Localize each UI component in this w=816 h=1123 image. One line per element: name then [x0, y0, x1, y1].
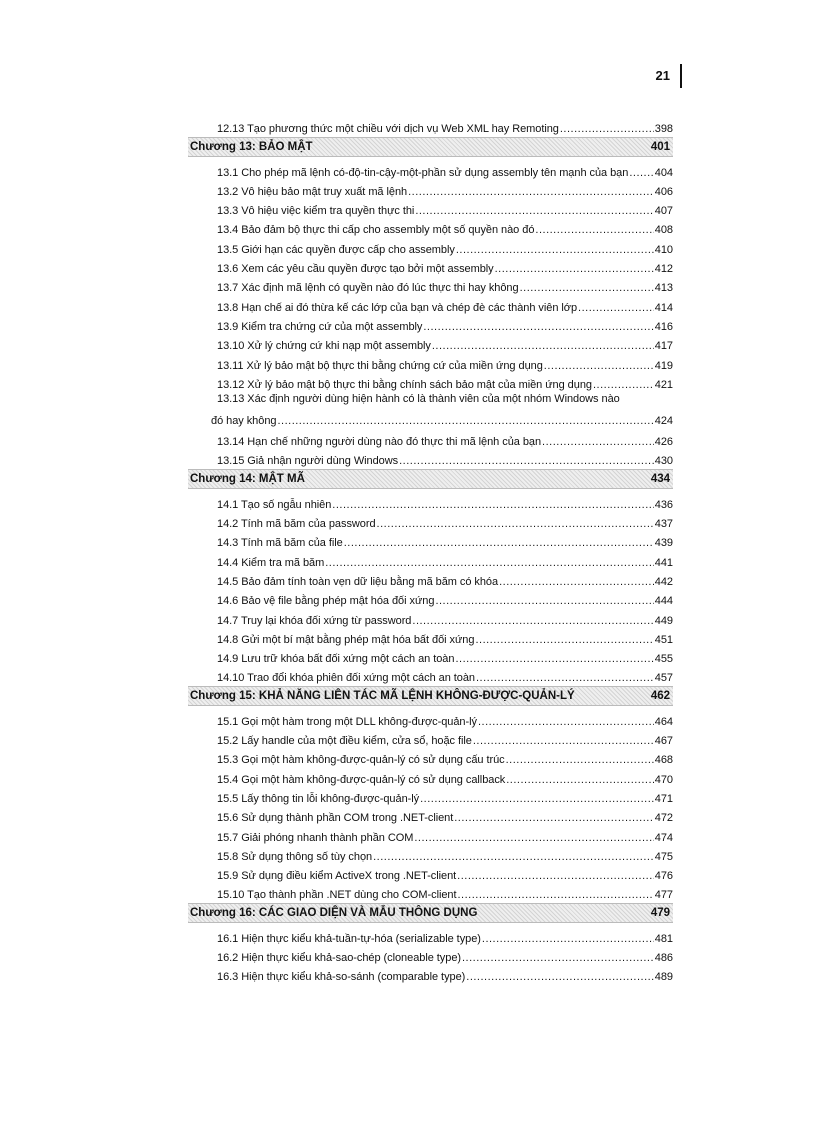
entry-page: 472 — [654, 812, 673, 825]
entry-title: 13.14 Hạn chế những người dùng nào đó thực thi mã lệnh của bạn — [217, 436, 542, 449]
entry-page: 455 — [654, 653, 673, 666]
toc-entry — [188, 607, 673, 626]
entry-page: 421 — [654, 378, 673, 391]
entry-page: 426 — [654, 436, 673, 449]
toc-entry — [188, 372, 673, 391]
entry-page: 489 — [654, 971, 673, 984]
entry-title: 14.9 Lưu trữ khóa bất đối xứng một cách an toàn — [217, 653, 455, 666]
dot-leader — [408, 186, 654, 198]
dot-leader — [435, 595, 653, 607]
chapter-heading — [188, 903, 673, 923]
chapter-page: 479 — [650, 907, 670, 920]
toc-entry — [188, 747, 673, 766]
dot-leader — [560, 123, 654, 135]
entry-page: 477 — [654, 889, 673, 902]
dot-leader — [423, 321, 653, 333]
dot-leader — [454, 812, 654, 824]
entry-title: 15.2 Lấy handle của một điều kiểm, cửa sổ, hoặc file — [217, 735, 472, 748]
dot-leader — [332, 499, 654, 511]
entry-page: 417 — [654, 340, 673, 353]
dot-leader — [475, 634, 653, 646]
entry-page: 439 — [654, 537, 673, 550]
dot-leader — [414, 832, 653, 844]
table-of-contents — [188, 116, 673, 983]
entry-title: 15.5 Lấy thông tin lỗi không-được-quản-lý — [217, 792, 420, 805]
entry-page: 406 — [654, 185, 673, 198]
entry-title: 14.2 Tính mã băm của password — [217, 518, 376, 531]
entry-page: 437 — [654, 518, 673, 531]
toc-entry — [188, 728, 673, 747]
entry-page: 436 — [654, 498, 673, 511]
entry-title: 13.11 Xử lý bảo mật bộ thực thi bằng chứng cứ của miền ứng dụng — [217, 359, 543, 372]
entry-title: 15.9 Sử dụng điều kiểm ActiveX trong .NET-client — [217, 870, 457, 883]
entry-page: 475 — [654, 850, 673, 863]
entry-page: 441 — [654, 556, 673, 569]
entry-title: 13.12 Xử lý bảo mật bộ thực thi bằng chính sách bảo mật của miền ứng dụng — [217, 378, 592, 391]
entry-title: 16.3 Hiện thực kiểu khả-so-sánh (comparable type) — [217, 971, 466, 984]
entry-page: 451 — [654, 633, 673, 646]
toc-entry — [188, 429, 673, 448]
entry-title: 14.7 Truy lại khóa đối xứng từ password — [217, 614, 412, 627]
dot-leader — [473, 735, 654, 747]
chapter-heading — [188, 137, 673, 157]
toc-entry — [188, 646, 673, 665]
dot-leader — [466, 971, 654, 983]
entry-page: 467 — [654, 735, 673, 748]
dot-leader — [593, 379, 654, 391]
toc-entry — [188, 665, 673, 684]
entry-page: 410 — [654, 243, 673, 256]
dot-leader — [412, 615, 653, 627]
entry-title: 13.7 Xác định mã lệnh có quyền nào đó lúc thực thi hay không — [217, 282, 519, 295]
toc-entry — [188, 256, 673, 275]
entry-title: 13.9 Kiểm tra chứng cứ của một assembly — [217, 320, 423, 333]
dot-leader — [535, 224, 653, 236]
dot-leader — [506, 754, 654, 766]
entry-page: 470 — [654, 773, 673, 786]
toc-entry — [188, 863, 673, 882]
chapter-title: Chương 15: KHẢ NĂNG LIÊN TÁC MÃ LỆNH KHÔNG-ĐƯỢC-QUẢN-LÝ — [190, 690, 575, 703]
toc-entry — [188, 708, 673, 727]
dot-leader — [629, 167, 653, 179]
toc-entry — [188, 549, 673, 568]
entry-page: 476 — [654, 870, 673, 883]
toc-entry — [188, 530, 673, 549]
toc-entry — [188, 217, 673, 236]
entry-page: 414 — [654, 301, 673, 314]
toc-entry — [188, 314, 673, 333]
toc-entry — [188, 882, 673, 901]
toc-entry — [188, 448, 673, 467]
entry-title: 14.4 Kiểm tra mã băm — [217, 556, 325, 569]
entry-page: 413 — [654, 282, 673, 295]
chapter-page: 434 — [650, 473, 670, 486]
entry-page: 442 — [654, 575, 673, 588]
entry-title: 14.10 Trao đổi khóa phiên đối xứng một cách an toàn — [217, 672, 475, 685]
toc-entry — [188, 588, 673, 607]
entry-title: 16.2 Hiện thực kiểu khả-sao-chép (cloneable type) — [217, 951, 461, 964]
entry-title: 13.2 Vô hiệu bảo mật truy xuất mã lệnh — [217, 185, 408, 198]
dot-leader — [455, 653, 653, 665]
entry-page: 486 — [654, 951, 673, 964]
dot-leader — [506, 774, 654, 786]
page-number: 21 — [655, 68, 670, 83]
entry-page: 474 — [654, 831, 673, 844]
dot-leader — [542, 436, 654, 448]
entry-page: 471 — [654, 792, 673, 805]
toc-entry — [188, 766, 673, 785]
entry-page: 430 — [654, 455, 673, 468]
entry-title: 16.1 Hiện thực kiểu khả-tuần-tự-hóa (serializable type) — [217, 932, 481, 945]
entry-title: 15.1 Gọi một hàm trong một DLL không-được-quản-lý — [217, 715, 477, 728]
toc-entry — [188, 925, 673, 944]
entry-page: 424 — [654, 414, 673, 427]
dot-leader — [415, 205, 653, 217]
dot-leader — [478, 716, 654, 728]
page-number-rule — [680, 64, 682, 88]
toc-entry — [188, 786, 673, 805]
dot-leader — [578, 302, 654, 314]
chapter-title: Chương 14: MẬT MÃ — [190, 473, 305, 486]
entry-page: 457 — [654, 672, 673, 685]
dot-leader — [462, 952, 654, 964]
dot-leader — [495, 263, 654, 275]
entry-title-continued: đó hay không — [211, 414, 277, 427]
toc-entry — [188, 945, 673, 964]
dot-leader — [456, 244, 654, 256]
entry-title: 12.13 Tạo phương thức một chiều với dịch vụ Web XML hay Remoting — [217, 123, 559, 136]
entry-title: 15.10 Tạo thành phần .NET dùng cho COM-client — [217, 889, 457, 902]
dot-leader — [432, 340, 654, 352]
entry-title: 14.3 Tính mã băm của file — [217, 537, 343, 550]
chapter-page: 462 — [650, 690, 670, 703]
dot-leader — [325, 557, 654, 569]
entry-page: 481 — [654, 932, 673, 945]
entry-title: 13.15 Giả nhận người dùng Windows — [217, 455, 399, 468]
entry-title: 13.3 Vô hiệu việc kiểm tra quyền thực thi — [217, 205, 415, 218]
toc-entry — [188, 179, 673, 198]
entry-title: 15.7 Giải phóng nhanh thành phần COM — [217, 831, 414, 844]
entry-page: 398 — [654, 123, 673, 136]
entry-title: 15.6 Sử dụng thành phần COM trong .NET-client — [217, 812, 454, 825]
toc-entry — [188, 116, 673, 135]
toc-entry — [188, 805, 673, 824]
entry-title: 13.6 Xem các yêu cầu quyền được tạo bởi một assembly — [217, 263, 494, 276]
entry-title: 14.8 Gửi một bí mật bằng phép mật hóa bất đối xứng — [217, 633, 475, 646]
toc-entry — [188, 824, 673, 843]
toc-entry — [188, 275, 673, 294]
toc-entry — [188, 333, 673, 352]
entry-title: 13.1 Cho phép mã lệnh có-độ-tin-cậy-một-phần sử dụng assembly tên mạnh của bạn — [217, 166, 629, 179]
entry-page: 419 — [654, 359, 673, 372]
entry-page: 404 — [654, 166, 673, 179]
entry-page: 407 — [654, 205, 673, 218]
entry-page: 416 — [654, 320, 673, 333]
chapter-heading — [188, 686, 673, 706]
dot-leader — [399, 455, 654, 467]
toc-entry — [188, 491, 673, 510]
toc-entry — [188, 627, 673, 646]
toc-entry — [188, 294, 673, 313]
dot-leader — [420, 793, 654, 805]
dot-leader — [344, 537, 654, 549]
dot-leader — [482, 933, 654, 945]
entry-page: 449 — [654, 614, 673, 627]
entry-title: 15.4 Gọi một hàm không-được-quản-lý có sử dụng callback — [217, 773, 506, 786]
chapter-page: 401 — [650, 141, 670, 154]
dot-leader — [544, 360, 654, 372]
entry-title: 15.8 Sử dụng thông số tùy chọn — [217, 850, 373, 863]
dot-leader — [458, 889, 654, 901]
chapter-title: Chương 16: CÁC GIAO DIỆN VÀ MẪU THÔNG DỤNG — [190, 907, 478, 920]
entry-title: 13.13 Xác định người dùng hiện hành có là thành viên của một nhóm Windows nào — [217, 392, 620, 405]
toc-entry — [188, 159, 673, 178]
entry-title: 13.8 Hạn chế ai đó thừa kế các lớp của bạn và chép đè các thành viên lớp — [217, 301, 578, 314]
toc-entry — [188, 198, 673, 217]
dot-leader — [499, 576, 654, 588]
toc-entry — [188, 236, 673, 255]
entry-title: 14.1 Tạo số ngẫu nhiên — [217, 498, 332, 511]
entry-page: 464 — [654, 715, 673, 728]
dot-leader — [476, 672, 654, 684]
dot-leader — [377, 518, 654, 530]
toc-entry — [188, 352, 673, 371]
toc-entry — [188, 844, 673, 863]
entry-title: 13.10 Xử lý chứng cứ khi nạp một assembly — [217, 340, 431, 353]
entry-title: 14.6 Bảo vệ file bằng phép mật hóa đối xứng — [217, 595, 435, 608]
toc-entry — [188, 964, 673, 983]
entry-page: 468 — [654, 754, 673, 767]
toc-entry — [188, 569, 673, 588]
chapter-heading — [188, 469, 673, 489]
entry-title: 14.5 Bảo đảm tính toàn vẹn dữ liệu bằng mã băm có khóa — [217, 575, 499, 588]
entry-page: 412 — [654, 263, 673, 276]
dot-leader — [520, 282, 654, 294]
toc-entry — [188, 391, 673, 429]
entry-title: 13.4 Bảo đảm bộ thực thi cấp cho assembly một số quyền nào đó — [217, 224, 535, 237]
entry-title: 13.5 Giới hạn các quyền được cấp cho assembly — [217, 243, 455, 256]
dot-leader — [277, 415, 653, 427]
entry-page: 444 — [654, 595, 673, 608]
chapter-title: Chương 13: BẢO MẬT — [190, 141, 313, 154]
dot-leader — [373, 851, 654, 863]
entry-page: 408 — [654, 224, 673, 237]
toc-entry — [188, 511, 673, 530]
dot-leader — [457, 870, 654, 882]
entry-title: 15.3 Gọi một hàm không-được-quản-lý có sử dụng cấu trúc — [217, 754, 505, 767]
